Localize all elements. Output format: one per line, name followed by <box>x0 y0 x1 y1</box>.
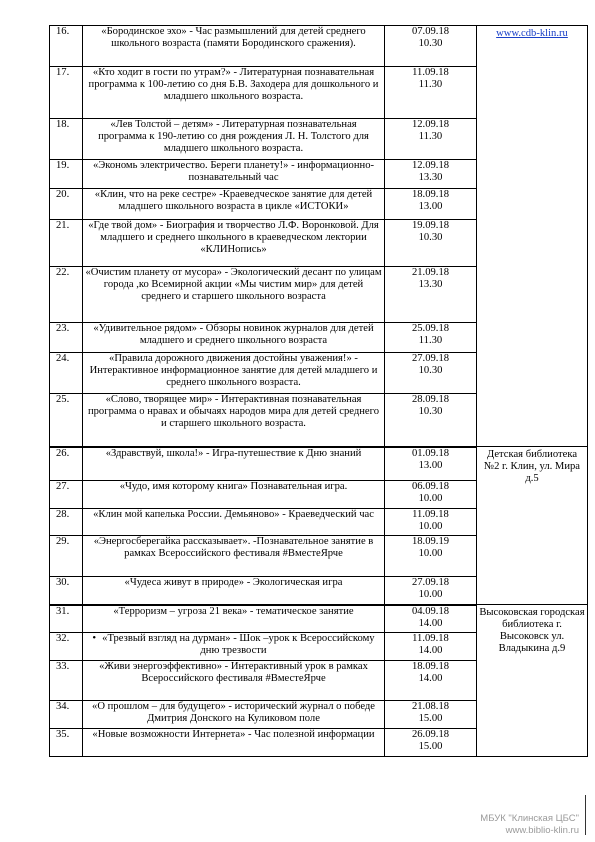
event-date: 18.09.18 <box>411 189 450 200</box>
event-description: «Энергосберегайка рассказывает». -Познавательное занятие в рамках Всероссийского фестиваля #ВместеЯрче <box>83 536 385 577</box>
bullet-icon: • <box>92 633 97 644</box>
event-time: 10.00 <box>418 589 443 601</box>
footer-site: www.biblio-klin.ru <box>505 825 579 836</box>
venue-cell-2: Детская библиотека №2 г. Клин, ул. Мира д.5 <box>477 447 588 605</box>
table-row <box>50 605 588 633</box>
row-number: 32. <box>50 633 83 661</box>
event-datetime <box>385 394 477 447</box>
event-datetime <box>385 509 477 536</box>
event-datetime <box>385 323 477 353</box>
event-datetime <box>385 160 477 189</box>
event-description: «Где твой дом» - Биография и творчество Л.Ф. Воронковой. Для младшего и среднего школьного в краеведческом лектории «КЛИНопись» <box>83 220 385 267</box>
row-number: 23. <box>50 323 83 353</box>
event-datetime <box>385 267 477 323</box>
event-time: 10.00 <box>418 548 443 560</box>
event-time: 15.00 <box>418 741 443 753</box>
event-time: 10.30 <box>418 365 443 377</box>
event-time: 10.30 <box>418 38 443 50</box>
event-time: 10.30 <box>418 232 443 244</box>
event-date: 12.09.18 <box>411 119 450 130</box>
event-description: «Новые возможности Интернета» - Час полезной информации <box>83 729 385 757</box>
event-datetime <box>385 189 477 220</box>
event-description <box>83 633 385 661</box>
row-number: 18. <box>50 119 83 160</box>
event-time: 15.00 <box>418 713 443 725</box>
row-number: 27. <box>50 481 83 509</box>
event-datetime <box>385 220 477 267</box>
event-datetime <box>385 729 477 757</box>
event-date: 26.09.18 <box>411 729 450 740</box>
event-description: «Очистим планету от мусора» - Экологический десант по улицам города ,ко Всемирной акции «Мы чистим мир» для детей среднего и старшего школьного возраста <box>83 267 385 323</box>
event-date: 25.09.18 <box>411 323 450 334</box>
row-number: 30. <box>50 577 83 605</box>
row-number: 34. <box>50 701 83 729</box>
event-date: 07.09.18 <box>411 26 450 37</box>
event-time: 14.00 <box>418 617 443 629</box>
event-date: 27.09.18 <box>411 353 450 364</box>
event-datetime <box>385 577 477 605</box>
event-date: 21.08.18 <box>411 701 450 712</box>
row-number: 22. <box>50 267 83 323</box>
event-description: «Кто ходит в гости по утрам?» - Литературная познавательная программа к 100-летию со дня Б.В. Заходера для дошкольного и младшего школьного возраста. <box>83 67 385 119</box>
event-description: «Здравствуй, школа!» - Игра-путешествие к Дню знаний <box>83 447 385 481</box>
footer-divider <box>585 795 586 835</box>
row-number: 33. <box>50 661 83 701</box>
row-number: 19. <box>50 160 83 189</box>
event-time: 10.30 <box>418 406 443 418</box>
event-time: 13.30 <box>418 279 443 291</box>
event-time: 10.00 <box>418 493 443 505</box>
footer-watermark <box>480 813 579 837</box>
row-number: 35. <box>50 729 83 757</box>
event-datetime <box>385 119 477 160</box>
row-number: 17. <box>50 67 83 119</box>
event-description: «Удивительное рядом» - Обзоры новинок журналов для детей младшего и среднего школьного возраста <box>83 323 385 353</box>
event-description: «Чудо, имя которому книга» Познавательная игра. <box>83 481 385 509</box>
event-datetime <box>385 633 477 661</box>
event-datetime <box>385 447 477 481</box>
event-datetime <box>385 661 477 701</box>
event-datetime <box>385 605 477 633</box>
event-time: 10.00 <box>418 521 443 533</box>
table-row <box>50 447 588 481</box>
event-time: 13.00 <box>418 201 443 213</box>
event-datetime <box>385 67 477 119</box>
row-number: 20. <box>50 189 83 220</box>
event-description: «Бородинское эхо» - Час размышлений для детей среднего школьного возраста (памяти Бородинского сражения). <box>83 26 385 67</box>
event-datetime <box>385 701 477 729</box>
footer-org: МБУК "Клинская ЦБС" <box>480 813 579 824</box>
event-date: 01.09.18 <box>411 447 450 459</box>
venue-cell-3: Высоковская городская библиотека г. Высоковск ул. Владыкина д.9 <box>477 605 588 757</box>
event-date: 11.09.18 <box>412 509 449 520</box>
event-description: «Клин мой капелька России. Демьяново» - Краеведческий час <box>83 509 385 536</box>
row-number: 26. <box>50 447 83 481</box>
event-time: 11.30 <box>418 131 443 143</box>
event-date: 06.09.18 <box>411 481 450 492</box>
event-date: 04.09.18 <box>411 605 450 617</box>
event-date: 28.09.18 <box>411 394 450 405</box>
events-table <box>49 25 588 757</box>
event-date: 18.09.18 <box>411 661 450 672</box>
event-description: «Экономь электричество. Береги планету!» - информационно-познавательный час <box>83 160 385 189</box>
event-date: 11.09.18 <box>412 67 449 78</box>
event-datetime <box>385 536 477 577</box>
event-date: 12.09.18 <box>411 160 450 171</box>
event-datetime <box>385 26 477 67</box>
website-link[interactable]: www.cdb-klin.ru <box>496 28 568 39</box>
event-time: 14.00 <box>418 645 443 657</box>
event-date: 19.09.18 <box>411 220 450 231</box>
event-time: 14.00 <box>418 673 443 685</box>
event-time: 13.00 <box>418 459 443 471</box>
event-description: «Слово, творящее мир» - Интерактивная познавательная программа о нравах и обычаях народов мира для детей среднего и старшего школьного возраста. <box>83 394 385 447</box>
event-time: 11.30 <box>418 79 443 91</box>
row-number: 24. <box>50 353 83 394</box>
event-description: «О прошлом – для будущего» - исторический журнал о победе Дмитрия Донского на Куликовом поле <box>83 701 385 729</box>
event-datetime <box>385 481 477 509</box>
event-time: 13.30 <box>418 172 443 184</box>
event-date: 11.09.18 <box>412 633 449 644</box>
event-description-text: «Трезвый взгляд на дурман» - Шок –урок к Всероссийскому дню трезвости <box>102 633 375 657</box>
event-date: 21.09.18 <box>411 267 450 278</box>
event-description: «Правила дорожного движения достойны уважения!» - Интерактивное информационное занятие для детей младшего и среднего школьного возраста. <box>83 353 385 394</box>
event-date: 18.09.19 <box>411 536 450 547</box>
event-description: «Живи энергоэффективно» - Интерактивный урок в рамках Всероссийского фестиваля #ВместеЯрче <box>83 661 385 701</box>
event-time: 11.30 <box>418 335 443 347</box>
row-number: 31. <box>50 605 83 633</box>
event-description: «Клин, что на реке сестре» -Краеведческое занятие для детей младшего школьного возраста в цикле «ИСТОКИ» <box>83 189 385 220</box>
row-number: 21. <box>50 220 83 267</box>
table-row <box>50 26 588 67</box>
event-datetime <box>385 353 477 394</box>
row-number: 16. <box>50 26 83 67</box>
venue-cell-1 <box>477 26 588 447</box>
row-number: 28. <box>50 509 83 536</box>
row-number: 29. <box>50 536 83 577</box>
row-number: 25. <box>50 394 83 447</box>
event-description: «Терроризм – угроза 21 века» - тематическое занятие <box>83 605 385 633</box>
event-date: 27.09.18 <box>411 577 450 588</box>
event-description: «Чудеса живут в природе» - Экологическая игра <box>83 577 385 605</box>
event-description: «Лев Толстой – детям» - Литературная познавательная программа к 190-летию со дня рождения Л. Н. Толстого для младшего школьного возраста. <box>83 119 385 160</box>
